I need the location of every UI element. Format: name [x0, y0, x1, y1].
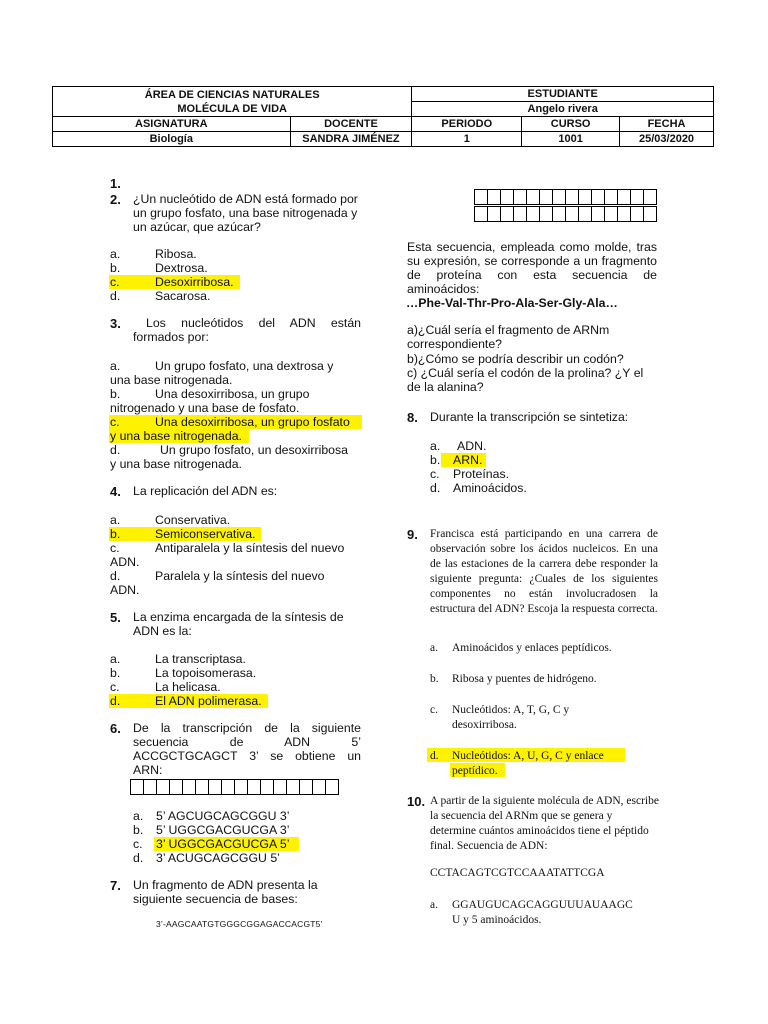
- question-7-text: Un fragmento de ADN presenta la siguiente secuencia de bases:: [133, 878, 318, 906]
- student-name: Angelo rivera: [412, 102, 714, 117]
- q3-option-c-cont: y una base nitrogenada.: [110, 429, 242, 443]
- col-curso: CURSO: [522, 117, 620, 132]
- col-docente: DOCENTE: [290, 117, 412, 132]
- question-9-text: Francisca está participando en una carrera de observación sobre los ácidos nucleicos. En una de las estaciones de la carrera debe responder la siguiente pregunta: ¿Cuales de los siguientes componentes no están involucradosen la estructura del ADN? Escoja la respuesta correcta.: [430, 528, 658, 615]
- q8-option-c: Proteínas.: [453, 467, 510, 481]
- q9-option-c-cont: desoxirribosa.: [452, 719, 517, 731]
- q6-option-c: 3’ UGGCGACGUCGA 5’: [156, 837, 290, 851]
- col-periodo: PERIODO: [412, 117, 522, 132]
- q9-option-c: Nucleótidos: A, T, G, C y: [452, 704, 570, 716]
- q10-option-a-letter: a.: [430, 899, 438, 911]
- question-3-number: 3.: [110, 316, 121, 331]
- q8-option-b: ARN.: [453, 453, 483, 467]
- q4-option-d-letter: d.: [110, 569, 121, 583]
- q9-option-d-cont: peptídico.: [452, 765, 498, 777]
- q4-option-b: Semiconservativa.: [155, 527, 256, 541]
- q3-option-a: Un grupo fosfato, una dextrosa y: [155, 359, 334, 373]
- q4-option-c-cont: ADN.: [110, 555, 140, 569]
- q10-option-a-cont: U y 5 aminoácidos.: [452, 914, 542, 926]
- header-title-cell: [53, 87, 412, 117]
- asignatura-value: Biología: [53, 132, 291, 147]
- q9-option-b-letter: b.: [430, 673, 439, 685]
- q10-option-a: GGAUGUCAGCAGGUUUAUAAGC: [452, 899, 633, 911]
- q7-question-a: a)¿Cuál sería el fragmento de ARNm correspondiente?: [407, 323, 610, 351]
- q8-option-b-letter: b.: [430, 453, 441, 467]
- question-5-number: 5.: [110, 610, 121, 625]
- q8-option-c-letter: c.: [430, 467, 440, 481]
- q8-option-d-letter: d.: [430, 481, 441, 495]
- q9-option-a: Aminoácidos y enlaces peptídicos.: [452, 642, 612, 654]
- question-4-text: La replicación del ADN es:: [133, 484, 278, 498]
- q4-option-a: Conservativa.: [155, 513, 231, 527]
- header-table: [52, 86, 714, 147]
- q6-option-a: 5’ AGCUGCAGCGGU 3’: [156, 809, 290, 823]
- q7-paragraph: Esta secuencia, empleada como molde, tras su expresión, se corresponde a un fragmento de proteína con esta secuencia de aminoácidos:: [407, 240, 657, 296]
- docente-value: SANDRA JIMÉNEZ: [290, 132, 412, 147]
- q10-dna-sequence: CCTACAGTCGTCCAAATATTCGA: [430, 867, 605, 879]
- q3-option-d: Un grupo fosfato, un desoxirribosa: [160, 443, 348, 457]
- question-1-number: 1.: [110, 176, 121, 191]
- question-8-text: Durante la transcripción se sintetiza:: [430, 410, 629, 424]
- q5-option-a: La transcriptasa.: [155, 652, 246, 666]
- q6-answer-boxes: [130, 779, 338, 795]
- q5-option-c: La helicasa.: [155, 680, 221, 694]
- periodo-value: 1: [412, 132, 522, 147]
- q4-option-c-letter: c.: [110, 541, 120, 555]
- q7-amino-sequence: …Phe-Val-Thr-Pro-Ala-Ser-Gly-Ala…: [406, 296, 618, 310]
- question-9-number: 9.: [407, 527, 418, 542]
- question-7-number: 7.: [110, 878, 121, 893]
- q3-option-d-cont: y una base nitrogenada.: [110, 457, 242, 471]
- question-10-number: 10.: [407, 794, 426, 809]
- q8-option-d: Aminoácidos.: [453, 481, 527, 495]
- q6-option-b-letter: b.: [133, 823, 144, 837]
- q7-question-c: c) ¿Cuál sería el codón de la prolina? ¿Y el de la alanina?: [407, 366, 644, 394]
- q2-option-b-letter: b.: [110, 261, 121, 275]
- q3-option-b-cont: nitrogenado y una base de fosfato.: [110, 401, 300, 415]
- q5-option-c-letter: c.: [110, 680, 120, 694]
- question-6-line-3: ACCGCTGCAGCT 3’ se obtiene un: [133, 749, 361, 763]
- q3-option-b-letter: b.: [110, 387, 121, 401]
- q5-option-d-letter: d.: [110, 694, 121, 708]
- q3-option-a-cont: una base nitrogenada.: [110, 373, 233, 387]
- q6-option-d-letter: d.: [133, 851, 144, 865]
- q9-option-b: Ribosa y puentes de hidrógeno.: [452, 673, 597, 685]
- q9-option-a-letter: a.: [430, 642, 438, 654]
- q3-option-c: Una desoxirribosa, un grupo fosfato: [155, 415, 350, 429]
- q5-option-d: El ADN polimerasa.: [155, 694, 262, 708]
- subject-title: MOLÉCULA DE VIDA: [177, 102, 287, 115]
- q4-option-a-letter: a.: [110, 513, 121, 527]
- question-2-text: ¿Un nucleótido de ADN está formado por un grupo fosfato, una base nitrogenada y un azúcar, que azúcar?: [133, 192, 358, 234]
- curso-value: 1001: [522, 132, 620, 147]
- q8-option-a-letter: a.: [430, 439, 441, 453]
- q9-option-d: Nucleótidos: A, U, G, C y enlace: [452, 750, 604, 762]
- q3-option-a-letter: a.: [110, 359, 121, 373]
- q2-option-d-letter: d.: [110, 289, 121, 303]
- q3-option-b: Una desoxirribosa, un grupo: [155, 387, 310, 401]
- q6-option-c-letter: c.: [133, 837, 143, 851]
- question-6-line-2: secuencia de ADN 5’: [133, 735, 361, 749]
- q4-option-b-letter: b.: [110, 527, 121, 541]
- q4-option-d-cont: ADN.: [110, 583, 140, 597]
- q7-question-b: b)¿Cómo se podría describir un codón?: [407, 352, 624, 366]
- area-title: ÁREA DE CIENCIAS NATURALES: [144, 88, 320, 101]
- q7-dna-sequence: 3’-AAGCAATGTGGGCGGAGACCACGT5’: [156, 919, 323, 929]
- student-label: ESTUDIANTE: [412, 87, 714, 102]
- q9-option-d-letter: d.: [430, 750, 439, 762]
- question-6-line-4: ARN:: [133, 763, 163, 777]
- q2-option-c-letter: c.: [110, 275, 120, 289]
- q5-option-b: La topoisomerasa.: [155, 666, 257, 680]
- question-6-number: 6.: [110, 721, 121, 736]
- q4-option-d: Paralela y la síntesis del nuevo: [155, 569, 325, 583]
- q6-option-b: 5’ UGGCGACGUCGA 3’: [156, 823, 290, 837]
- question-8-number: 8.: [407, 410, 418, 425]
- q6-option-a-letter: a.: [133, 809, 144, 823]
- col-fecha: FECHA: [620, 117, 714, 132]
- q3-option-d-letter: d.: [110, 443, 121, 457]
- q2-option-d: Sacarosa.: [155, 289, 211, 303]
- q2-option-a: Ribosa.: [155, 247, 197, 261]
- col-asignatura: ASIGNATURA: [53, 117, 291, 132]
- q5-option-a-letter: a.: [110, 652, 121, 666]
- question-4-number: 4.: [110, 484, 121, 499]
- q6-option-d: 3’ ACUGCAGCGGU 5’: [156, 851, 280, 865]
- q2-option-a-letter: a.: [110, 247, 121, 261]
- question-3-text: Los nucleótidos del ADN están formados por:: [133, 316, 361, 344]
- question-10-text: A partir de la siguiente molécula de ADN, escribe la secuencia del ARNm que se genera y determine cuántos aminoácidos tiene el péptido final. Secuencia de ADN:: [430, 795, 659, 852]
- question-2-number: 2.: [110, 192, 121, 207]
- q8-option-a: ADN.: [457, 439, 487, 453]
- q2-option-b: Dextrosa.: [155, 261, 208, 275]
- question-5-text: La enzima encargada de la síntesis de ADN es la:: [133, 610, 344, 638]
- question-6-line-1: De la transcripción de la siguiente: [133, 721, 361, 735]
- q3-option-c-letter: c.: [110, 415, 120, 429]
- q7-answer-grid: [474, 189, 660, 227]
- fecha-value: 25/03/2020: [620, 132, 714, 147]
- q9-option-c-letter: c.: [430, 704, 438, 716]
- q2-option-c: Desoxirribosa.: [155, 275, 234, 289]
- q5-option-b-letter: b.: [110, 666, 121, 680]
- q4-option-c: Antiparalela y la síntesis del nuevo: [155, 541, 345, 555]
